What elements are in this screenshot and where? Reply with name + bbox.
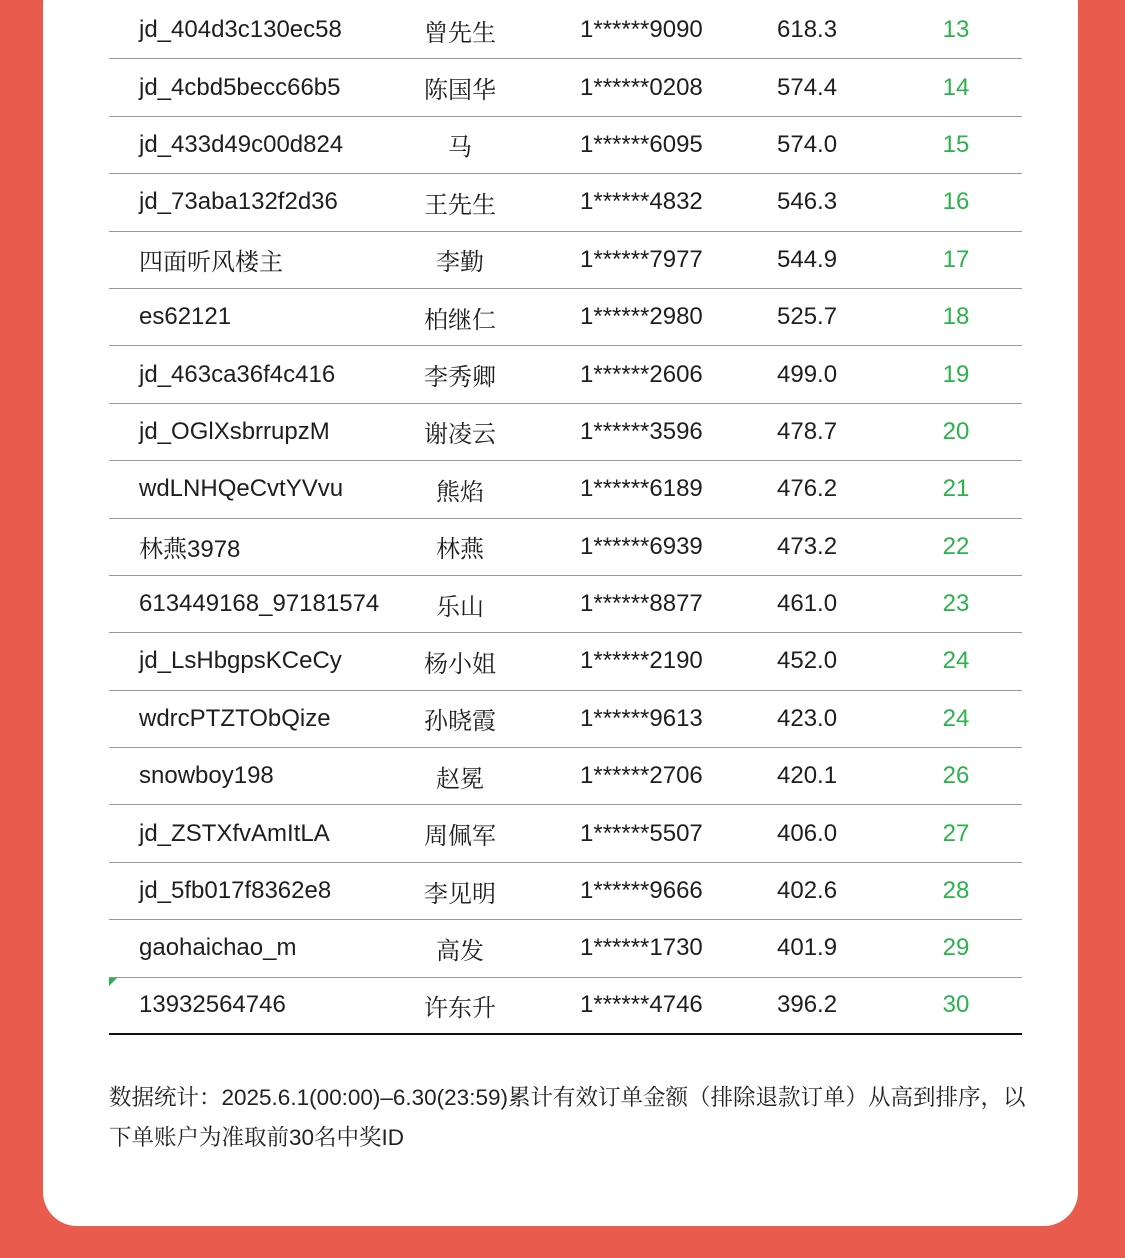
name-cell: 柏继仁 [424, 306, 496, 334]
account-cell: 13932564746 [139, 991, 286, 1019]
winners-table [109, 2, 1022, 1035]
amount-cell: 396.2 [777, 991, 838, 1019]
name-cell: 熊焰 [436, 478, 484, 506]
rank-cell: 14 [942, 73, 970, 101]
name-cell: 林燕 [436, 536, 484, 564]
rank-cell: 16 [942, 188, 970, 216]
name-cell: 曾先生 [424, 19, 496, 47]
name-cell: 杨小姐 [424, 650, 496, 678]
phone-cell: 1******5507 [580, 819, 703, 847]
phone-cell: 1******7977 [580, 245, 703, 273]
phone-cell: 1******4832 [580, 188, 703, 216]
name-cell: 高发 [436, 937, 484, 965]
amount-cell: 574.0 [777, 130, 838, 158]
account-cell: 林燕3978 [139, 536, 241, 564]
amount-cell: 452.0 [777, 647, 838, 675]
phone-cell: 1******2606 [580, 360, 703, 388]
amount-cell: 402.6 [777, 877, 838, 905]
table-row [109, 117, 1022, 174]
rank-cell: 22 [942, 532, 970, 560]
table-row [109, 232, 1022, 289]
name-cell: 李见明 [424, 880, 496, 908]
table-row [109, 576, 1022, 633]
data-statistics-note: 数据统计：2025.6.1(00:00)–6.30(23:59)累计有效订单金额（排除退款订单）从高到排序，以下单账户为准取前30名中奖ID [109, 1085, 1026, 1150]
phone-cell: 1******2706 [580, 762, 703, 790]
name-cell: 乐山 [436, 593, 484, 621]
rank-cell: 30 [942, 991, 970, 1019]
rank-cell: 27 [942, 819, 970, 847]
phone-cell: 1******6189 [580, 475, 703, 503]
name-cell: 赵冕 [436, 765, 484, 793]
name-cell: 孙晓霞 [424, 708, 496, 736]
phone-cell: 1******9090 [580, 16, 703, 44]
table-row [109, 289, 1022, 346]
account-cell: jd_404d3c130ec58 [139, 16, 342, 44]
rank-cell: 15 [942, 130, 970, 158]
rank-cell: 21 [942, 475, 970, 503]
rank-cell: 18 [942, 303, 970, 331]
rank-cell: 26 [942, 762, 970, 790]
account-cell: wdLNHQeCvtYVvu [139, 475, 344, 503]
table-row [109, 174, 1022, 231]
account-cell: snowboy198 [139, 762, 274, 790]
name-cell: 马 [448, 134, 472, 162]
table-row [109, 805, 1022, 862]
table-row [109, 461, 1022, 518]
table-row [109, 920, 1022, 977]
amount-cell: 544.9 [777, 245, 838, 273]
name-cell: 李勤 [436, 249, 484, 277]
table-row [109, 863, 1022, 920]
table-row [109, 748, 1022, 805]
phone-cell: 1******6939 [580, 532, 703, 560]
amount-cell: 618.3 [777, 16, 838, 44]
name-cell: 王先生 [424, 191, 496, 219]
amount-cell: 406.0 [777, 819, 838, 847]
table-row [109, 691, 1022, 748]
table-row [109, 59, 1022, 116]
amount-cell: 420.1 [777, 762, 838, 790]
rank-cell: 24 [942, 647, 970, 675]
phone-cell: 1******2190 [580, 647, 703, 675]
table-row [109, 633, 1022, 690]
rank-cell: 24 [942, 704, 970, 732]
amount-cell: 546.3 [777, 188, 838, 216]
amount-cell: 423.0 [777, 704, 838, 732]
rank-cell: 19 [942, 360, 970, 388]
amount-cell: 461.0 [777, 590, 838, 618]
phone-cell: 1******8877 [580, 590, 703, 618]
phone-cell: 1******4746 [580, 991, 703, 1019]
amount-cell: 574.4 [777, 73, 838, 101]
phone-cell: 1******9613 [580, 704, 703, 732]
account-cell: es62121 [139, 303, 232, 331]
account-cell: jd_463ca36f4c416 [139, 360, 336, 388]
rank-cell: 23 [942, 590, 970, 618]
account-cell: jd_OGlXsbrrupzM [139, 417, 330, 445]
account-cell: jd_433d49c00d824 [139, 130, 344, 158]
name-cell: 周佩军 [424, 823, 496, 851]
name-cell: 许东升 [424, 994, 496, 1022]
amount-cell: 401.9 [777, 934, 838, 962]
amount-cell: 473.2 [777, 532, 838, 560]
table-row [109, 346, 1022, 403]
account-cell: 613449168_97181574 [139, 590, 380, 618]
account-cell: jd_73aba132f2d36 [139, 188, 338, 216]
phone-cell: 1******1730 [580, 934, 703, 962]
table-row [109, 978, 1022, 1035]
rank-cell: 20 [942, 417, 970, 445]
rank-cell: 13 [942, 16, 970, 44]
rank-cell: 17 [942, 245, 970, 273]
account-cell: jd_5fb017f8362e8 [139, 877, 332, 905]
rank-cell: 28 [942, 877, 970, 905]
account-cell: 四面听风楼主 [139, 249, 283, 277]
account-cell: gaohaichao_m [139, 934, 297, 962]
name-cell: 谢凌云 [424, 421, 496, 449]
account-cell: wdrcPTZTObQize [139, 704, 331, 732]
phone-cell: 1******2980 [580, 303, 703, 331]
amount-cell: 499.0 [777, 360, 838, 388]
phone-cell: 1******9666 [580, 877, 703, 905]
account-cell: jd_4cbd5becc66b5 [139, 73, 341, 101]
name-cell: 李秀卿 [424, 364, 496, 392]
amount-cell: 476.2 [777, 475, 838, 503]
phone-cell: 1******3596 [580, 417, 703, 445]
account-cell: jd_LsHbgpsKCeCy [139, 647, 342, 675]
table-row [109, 519, 1022, 576]
phone-cell: 1******0208 [580, 73, 703, 101]
table-row [109, 2, 1022, 59]
amount-cell: 525.7 [777, 303, 838, 331]
account-cell: jd_ZSTXfvAmItLA [139, 819, 330, 847]
phone-cell: 1******6095 [580, 130, 703, 158]
amount-cell: 478.7 [777, 417, 838, 445]
name-cell: 陈国华 [424, 77, 496, 105]
table-row [109, 404, 1022, 461]
rank-cell: 29 [942, 934, 970, 962]
cell-comment-marker [109, 978, 117, 986]
